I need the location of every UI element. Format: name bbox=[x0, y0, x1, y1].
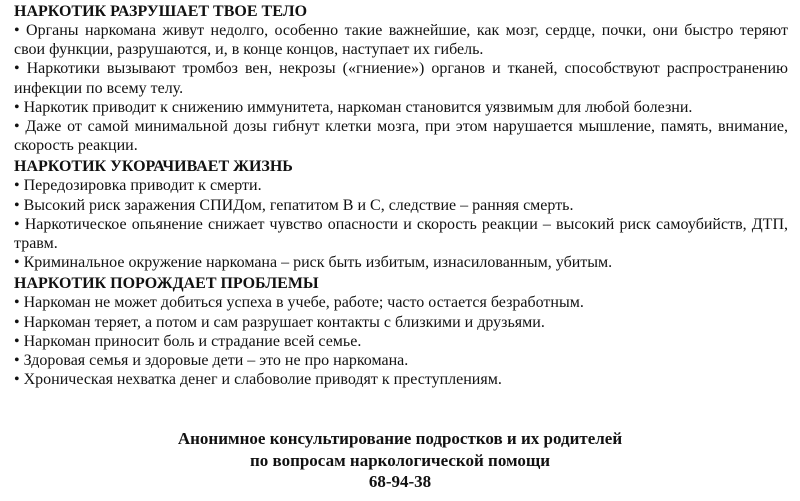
list-item: • Органы наркомана живут недолго, особенно такие важнейшие, как мозг, сердце, почки, они быстро теряют свои функции, разрушаются, и, в конце концов, наступает их гибель. bbox=[14, 22, 788, 59]
footer-line-2: по вопросам наркологической помощи bbox=[249, 450, 551, 470]
list-item: • Наркоман не может добиться успеха в учебе, работе; часто остается безработным. bbox=[14, 294, 584, 312]
footer-phone: 68-94-38 bbox=[368, 472, 432, 491]
consultation-footer bbox=[0, 428, 800, 493]
list-item: • Наркоман теряет, а потом и сам разрушает контакты с близкими и друзьями. bbox=[14, 313, 545, 331]
list-item: • Наркоман приносит боль и страдание всей семье. bbox=[14, 332, 362, 350]
footer-line-1: Анонимное консультирование подростков и их родителей bbox=[177, 429, 623, 448]
section-heading: НАРКОТИК ПОРОЖДАЕТ ПРОБЛЕМЫ bbox=[14, 275, 319, 293]
list-item: • Хроническая нехватка денег и слабоволие приводят к преступлениям. bbox=[14, 371, 502, 389]
list-item: • Здоровая семья и здоровые дети – это не про наркомана. bbox=[14, 352, 409, 370]
section-body-damage bbox=[14, 2, 788, 155]
document-body bbox=[14, 0, 788, 389]
section-shortens-life bbox=[14, 157, 788, 272]
list-item: • Наркотики вызывают тромбоз вен, некрозы («гниение») органов и тканей, способствуют распространению инфекции по всему телу. bbox=[14, 60, 788, 97]
section-heading: НАРКОТИК РАЗРУШАЕТ ТВОЕ ТЕЛО bbox=[14, 3, 308, 20]
section-heading: НАРКОТИК УКОРАЧИВАЕТ ЖИЗНЬ bbox=[14, 158, 293, 176]
list-item: • Передозировка приводит к смерти. bbox=[14, 177, 262, 195]
list-item: • Наркотик приводит к снижению иммунитета, наркоман становится уязвимым для любой болезни. bbox=[14, 98, 693, 116]
list-item: • Наркотическое опьянение снижает чувство опасности и скорость реакции – высокий риск самоубийств, ДТП, травм. bbox=[14, 215, 788, 253]
list-item: • Криминальное окружение наркомана – риск быть избитым, изнасилованным, убитым. bbox=[14, 254, 613, 272]
section-problems bbox=[14, 274, 788, 389]
list-item: • Даже от самой минимальной дозы гибнут клетки мозга, при этом нарушается мышление, память, внимание, скорость реакции. bbox=[14, 118, 788, 155]
list-item: • Высокий риск заражения СПИДом, гепатитом В и С, следствие – ранняя смерть. bbox=[14, 196, 574, 214]
